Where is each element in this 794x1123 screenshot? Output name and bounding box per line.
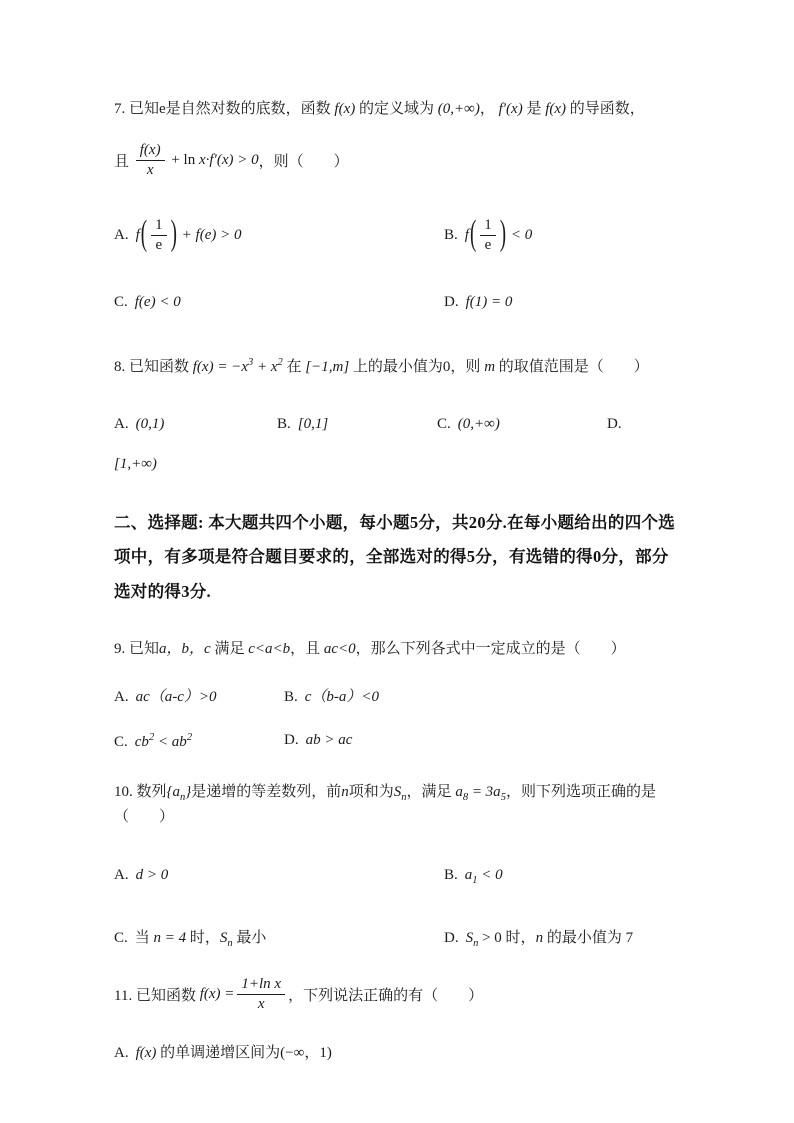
text-run: 当 xyxy=(134,930,154,947)
q10-option-B xyxy=(444,867,503,886)
option-label: B. xyxy=(284,688,298,705)
section-2-header: 二、选择题: 本大题共四个小题，每小题5分，共20分.在每小题给出的四个选项中，有多项是符合题目要求的，全部选对的得5分，有选错的得0分，部分选对的得3分. xyxy=(114,512,676,602)
subscript: 5 xyxy=(500,791,506,803)
q10-math-a8: a xyxy=(455,783,463,800)
q7-stem-line1 xyxy=(114,98,684,121)
math-run: ab > ac xyxy=(305,731,353,748)
q9-options-row-2 xyxy=(114,732,684,751)
q10-math-seq: } xyxy=(185,783,192,800)
math-run: < 0 xyxy=(507,226,533,243)
q7-stem-line2 xyxy=(114,141,684,180)
q7-text-run: ， xyxy=(479,101,499,117)
q8-stem xyxy=(114,355,684,379)
option-label: D. xyxy=(444,294,459,311)
q7-text-run: 的导函数， xyxy=(566,101,645,117)
text-run: 的最小值为 7 xyxy=(543,930,634,947)
q9-math-ac: ac<0 xyxy=(323,640,356,657)
math-run: f(e) < 0 xyxy=(134,294,181,311)
q8-text-run: 上的最小值为0，则 xyxy=(349,359,485,376)
q10-text-run: 项和为 xyxy=(348,783,394,800)
math-run: (0,+∞) xyxy=(457,415,500,432)
option-label: B. xyxy=(444,867,458,884)
text-run: 的单调递增区间为(−∞，1) xyxy=(156,1044,332,1061)
q9-text-run: ，且 xyxy=(290,640,324,657)
q7A-fraction xyxy=(151,216,167,255)
q7-option-C xyxy=(114,294,444,311)
superscript: 2 xyxy=(148,731,155,743)
math-f: f xyxy=(135,226,140,243)
subscript: 8 xyxy=(462,791,469,803)
q7-text-run: ，则（ ） xyxy=(258,154,349,170)
math-run: S xyxy=(219,930,228,947)
q7-option-B xyxy=(444,216,532,255)
math-run: S xyxy=(465,930,474,947)
text-run: > 0 时， xyxy=(478,930,536,947)
math-run: f(1) = 0 xyxy=(465,294,513,311)
subscript: n xyxy=(180,791,186,803)
q9-option-D xyxy=(284,732,352,751)
math-run: < 0 xyxy=(477,867,503,884)
math-run: + f(e) > 0 xyxy=(177,226,242,243)
option-label: B. xyxy=(277,415,291,432)
math-run: n = 4 xyxy=(153,930,187,947)
superscript: 2 xyxy=(186,731,193,743)
q7-math-inequality: x·f′(x) > 0 xyxy=(198,152,259,168)
q10-text-run: ，则下列选项正确的是（ ） xyxy=(114,783,656,826)
q10-text-run: 10. 数列 xyxy=(114,783,167,800)
q11-stem xyxy=(114,975,684,1014)
q8-text-run: 的取值范围是（ ） xyxy=(495,359,649,376)
option-label: A. xyxy=(114,867,129,884)
math-run: c（b-a）<0 xyxy=(304,688,380,705)
q8-option-B xyxy=(277,416,437,433)
q7-option-A xyxy=(114,216,444,255)
q8-options-row xyxy=(114,416,684,433)
q7-options-row-2 xyxy=(114,294,684,311)
q10-stem xyxy=(114,781,684,830)
q7-text-run: 是 xyxy=(522,101,546,117)
option-label: C. xyxy=(114,930,128,947)
q11-text-run: ，下列说法正确的有（ ） xyxy=(288,988,484,1005)
q7-math-fprime: f′(x) xyxy=(498,101,523,117)
subscript: n xyxy=(401,791,407,803)
q9-option-B xyxy=(284,685,379,706)
fraction-numerator: 1 xyxy=(151,216,167,236)
q7-options-row-1 xyxy=(114,216,684,255)
q10-option-A xyxy=(114,867,444,886)
q7-math-domain: (0,+∞) xyxy=(437,101,480,117)
q7-text-run: 且 xyxy=(114,154,133,170)
math-run: d > 0 xyxy=(135,867,169,884)
option-label: A. xyxy=(114,1044,129,1061)
q9-text-run: ，那么下列各式中一定成立的是（ ） xyxy=(355,640,626,657)
math-run: a xyxy=(464,867,473,884)
q8-option-A xyxy=(114,416,277,433)
q10-text-run: ，满足 xyxy=(406,783,456,800)
math-run: < ab xyxy=(154,733,187,750)
q11-math-fx: f(x) = xyxy=(199,986,235,1003)
big-open-paren: ( xyxy=(140,214,148,254)
fraction-numerator: f(x) xyxy=(136,141,165,161)
option-label: C. xyxy=(114,733,128,750)
q7-text-run: 的定义域为 xyxy=(355,101,438,117)
math-f: f xyxy=(464,226,469,243)
q8-math-cubic: f(x) = −x xyxy=(192,359,248,376)
option-label: A. xyxy=(114,226,129,243)
math-run: cb xyxy=(134,733,149,750)
fraction-numerator: 1+ln x xyxy=(237,975,285,995)
math-run: [1,+∞) xyxy=(114,455,157,472)
q10-options-row-1 xyxy=(114,867,684,886)
q8-text-run: 在 xyxy=(282,359,306,376)
q7-math-roman: + ln xyxy=(167,152,199,168)
math-run: [0,1] xyxy=(297,415,329,432)
option-label: D. xyxy=(607,415,622,432)
option-label: D. xyxy=(284,731,299,748)
q8-math-cubic: + x xyxy=(253,359,278,376)
q9-text-run: 9. 已知 xyxy=(114,640,160,657)
fraction-numerator: 1 xyxy=(480,216,496,236)
text-run: 时， xyxy=(186,930,220,947)
option-label: A. xyxy=(114,415,129,432)
fraction-denominator: x xyxy=(257,996,265,1013)
q9-math-order: c<a<b xyxy=(248,640,291,657)
math-run: ac（a-c）>0 xyxy=(135,688,217,705)
q8-math-interval: [−1,m] xyxy=(305,359,350,376)
subscript: n xyxy=(227,938,233,950)
option-label: D. xyxy=(444,930,459,947)
q9-options-row-1 xyxy=(114,685,684,706)
q9-stem xyxy=(114,638,684,661)
q7-option-D xyxy=(444,294,512,311)
subscript: n xyxy=(473,938,479,950)
math-run: n xyxy=(535,930,544,947)
q9-text-run: 满足 xyxy=(210,640,249,657)
q10-option-D xyxy=(444,926,633,949)
fraction-denominator: e xyxy=(155,236,163,253)
q10-options-row-2 xyxy=(114,926,684,949)
fraction-denominator: x xyxy=(146,162,154,178)
q10-option-C xyxy=(114,926,444,949)
q7-text-run: 7. 已知e是自然对数的底数，函数 xyxy=(114,101,335,117)
q10-math-Sn: S xyxy=(393,783,402,800)
q11-option-A xyxy=(114,1042,684,1065)
fraction-denominator: e xyxy=(484,236,492,253)
option-label: C. xyxy=(437,415,451,432)
q7B-fraction xyxy=(480,216,496,255)
q7-math-fx: f(x) xyxy=(545,101,567,117)
q10-math-a5: = 3a xyxy=(468,783,501,800)
text-run: 最小 xyxy=(232,930,267,947)
q9-option-C xyxy=(114,732,284,751)
q8-text-run: 8. 已知函数 xyxy=(114,359,193,376)
superscript: 3 xyxy=(247,357,254,369)
q10-math-n: n xyxy=(341,783,349,800)
q8-math-m: m xyxy=(484,359,496,376)
q7-math-fx: f(x) xyxy=(334,101,356,117)
q9-option-A xyxy=(114,685,284,706)
option-label: B. xyxy=(444,226,458,243)
big-close-paren: ) xyxy=(170,214,177,254)
option-label: C. xyxy=(114,294,128,311)
q11-text-run: 11. 已知函数 xyxy=(114,988,200,1005)
q10-math-seq: {a xyxy=(166,783,181,800)
option-label: A. xyxy=(114,688,129,705)
q8-option-D xyxy=(607,416,629,433)
subscript: 1 xyxy=(472,875,478,887)
big-open-paren: ( xyxy=(469,214,477,254)
superscript: 2 xyxy=(277,357,283,369)
math-run: (0,1) xyxy=(135,415,165,432)
q8-option-D-value xyxy=(114,453,684,476)
q8-option-C xyxy=(437,416,607,433)
q11-fraction xyxy=(237,975,285,1014)
q7-fraction xyxy=(136,141,165,180)
q9-math-abc: a，b，c xyxy=(159,640,211,657)
math-run: f(x) xyxy=(135,1044,157,1061)
big-close-paren: ) xyxy=(499,214,507,254)
q10-text-run: 是递增的等差数列，前 xyxy=(191,783,342,800)
